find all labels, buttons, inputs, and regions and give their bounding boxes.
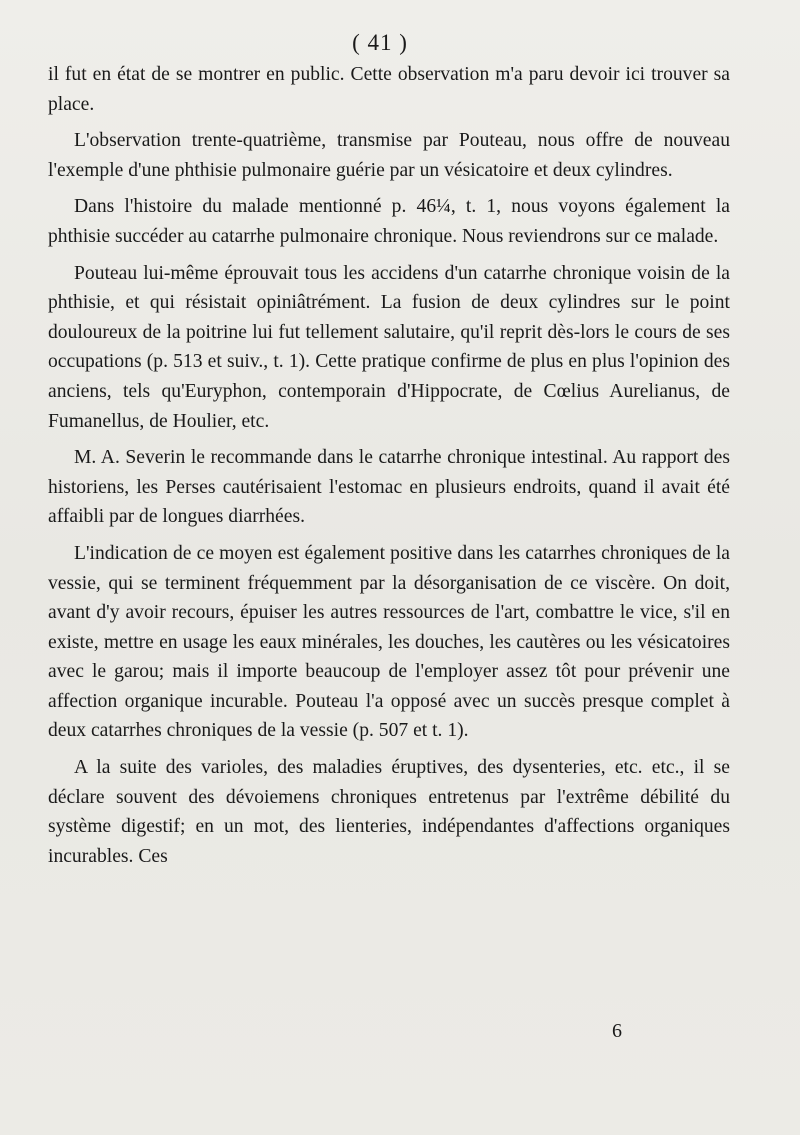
paragraph: Dans l'histoire du malade mentionné p. 46¼, t. 1, nous voyons également la phthisie succéder au catarrhe pulmonaire chronique. Nous reviendrons sur ce malade.: [48, 196, 730, 247]
page-number: ( 41 ): [352, 30, 408, 55]
paragraph: Pouteau lui-même éprouvait tous les accidens d'un catarrhe chronique voisin de la phthisie, et qui résistait opiniâtrément. La fusion de deux cylindres sur le point douloureux de la poitrine lui fut tellement salutaire, qu'il reprit dès-lors le cours de ses occupations (p. 513 et suiv., t. 1). Cette pratique confirme de plus en plus l'opinion des anciens, tels qu'Euryphon, contemporain d'Hippocrate, de Cœlius Aurelianus, de Fumanellus, de Houlier, etc.: [48, 262, 730, 432]
body-text: [48, 60, 730, 871]
paragraph: A la suite des varioles, des maladies éruptives, des dysenteries, etc. etc., il se déclare souvent des dévoiemens chroniques entretenus par l'extrême débilité du système digestif; en un mot, des lienteries, indépendantes d'affections organiques incurables. Ces: [48, 757, 730, 867]
paragraph: L'indication de ce moyen est également positive dans les catarrhes chroniques de la vessie, qui se terminent fréquemment par la désorganisation de ce viscère. On doit, avant d'y avoir recours, épuiser les autres ressources de l'art, combattre le vice, s'il en existe, mettre en usage les eaux minérales, les douches, les cautères ou les vésicatoires avec le garou; mais il importe beaucoup de l'employer assez tôt pour prévenir une affection organique incurable. Pouteau l'a opposé avec un succès presque complet à deux catarrhes chroniques de la vessie (p. 507 et t. 1).: [48, 542, 730, 742]
paragraph: L'observation trente-quatrième, transmise par Pouteau, nous offre de nouveau l'exemple d'une phthisie pulmonaire guérie par un vésicatoire et deux cylindres.: [48, 130, 730, 181]
paragraph: il fut en état de se montrer en public. Cette observation m'a paru devoir ici trouver sa place.: [48, 64, 730, 115]
paragraph: M. A. Severin le recommande dans le catarrhe chronique intestinal. Au rapport des historiens, les Perses cautérisaient l'estomac en plusieurs endroits, quand il avait été affaibli par de longues diarrhées.: [48, 447, 730, 528]
signature-mark: 6: [612, 1020, 622, 1042]
